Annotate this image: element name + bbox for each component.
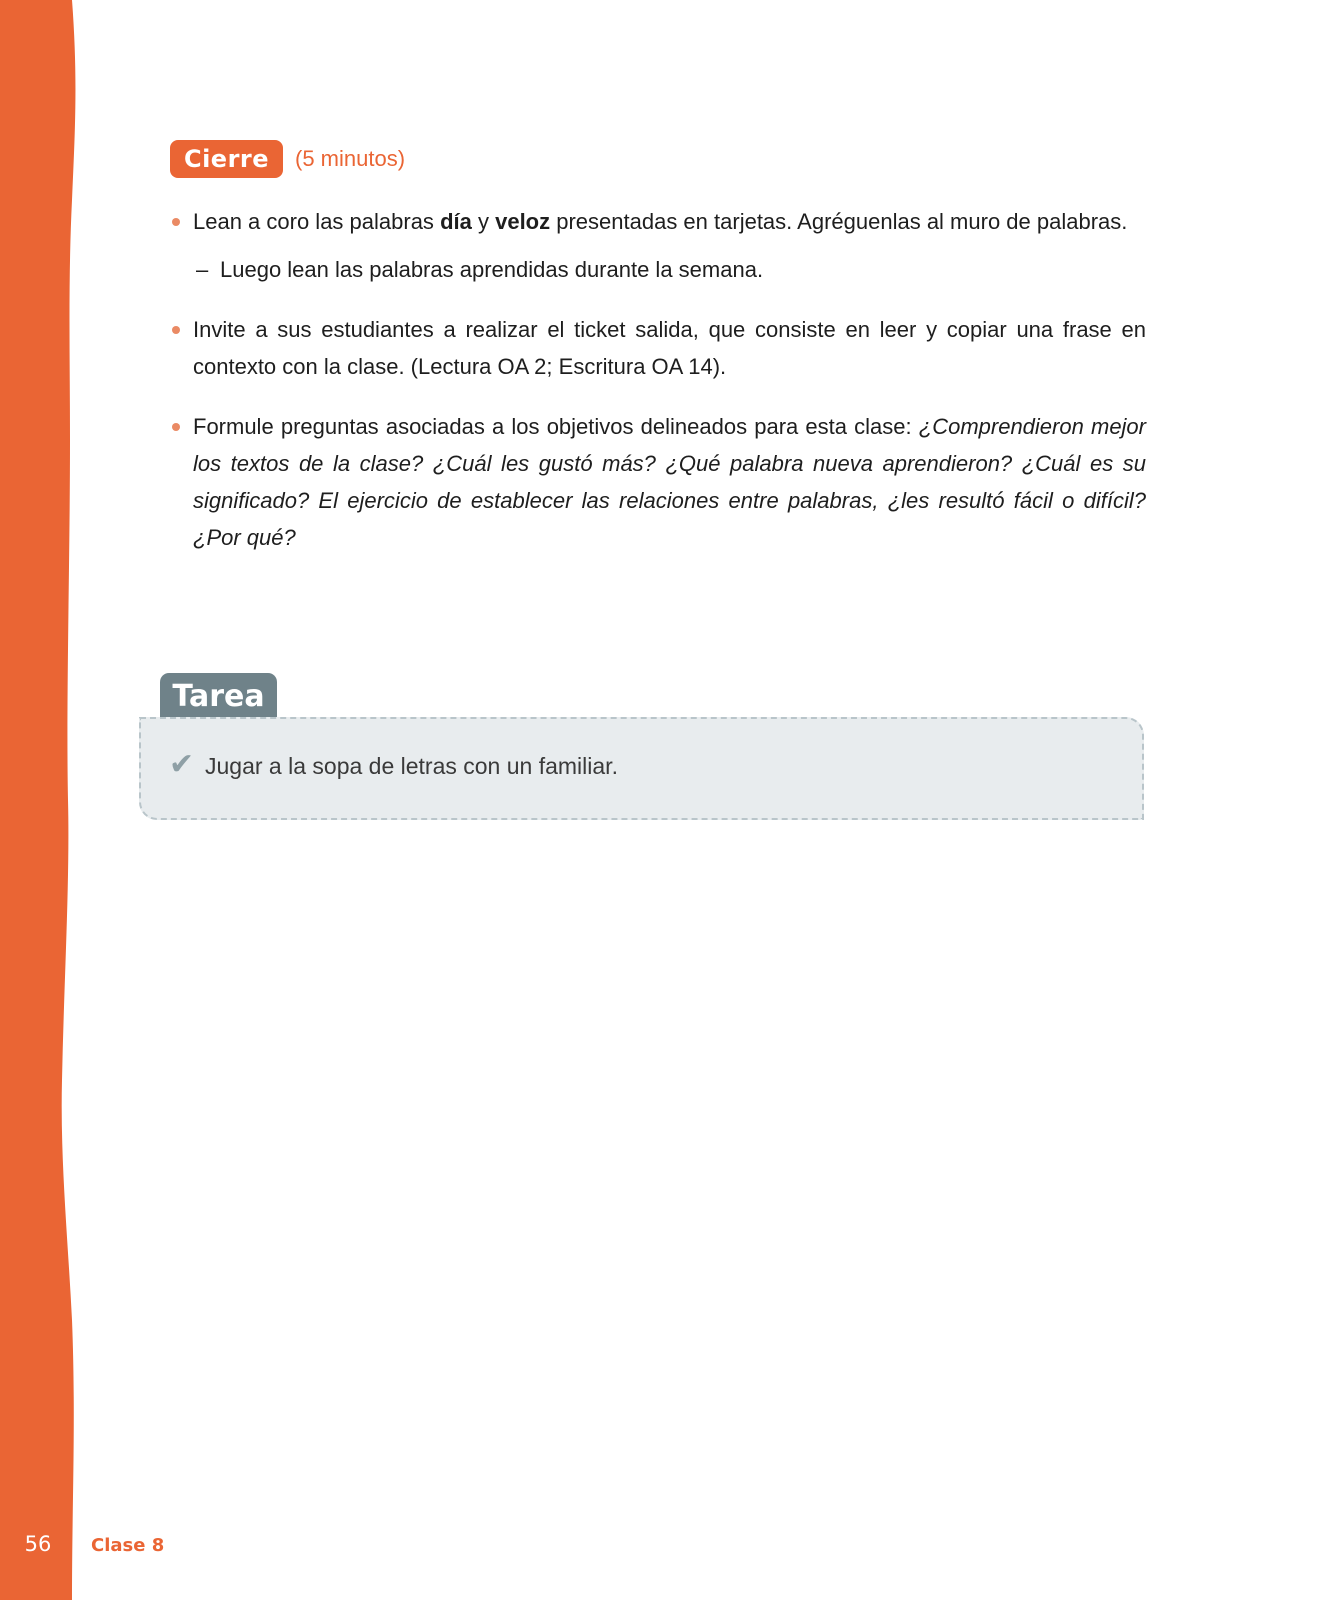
check-icon: ✔ xyxy=(169,748,195,781)
tarea-box xyxy=(139,717,1144,820)
tarea-tab: Tarea xyxy=(160,673,277,718)
bold-word: día xyxy=(440,209,472,234)
text-segment: Lean a coro las palabras xyxy=(193,209,441,234)
section-duration: (5 minutos) xyxy=(295,146,406,171)
bullet-item xyxy=(170,408,1146,556)
bold-word: veloz xyxy=(495,209,551,234)
bullet-dot-icon xyxy=(172,326,180,334)
bullet-item xyxy=(170,203,1146,288)
bullet-text: Invite a sus estudiantes a realizar el ticket salida, que consiste en leer y copiar una frase en contexto con la clase. (Lectura OA 2; Escritura OA 14). xyxy=(193,317,1146,379)
bullet-dot-icon xyxy=(172,423,180,431)
page-number: 56 xyxy=(24,1532,52,1556)
bullet-dot-icon xyxy=(172,218,180,226)
sub-item-text: Luego lean las palabras aprendidas durante la semana. xyxy=(220,257,764,282)
side-color-band xyxy=(0,0,90,1600)
text-segment: y xyxy=(471,209,496,234)
italic-questions: ¿Comprendieron mejor los textos de la clase? ¿Cuál les gustó más? ¿Qué palabra nueva aprendieron? ¿Cuál es su significado? El ejercicio de establecer las relaciones entre palabras, ¿les resultó fácil o difícil? ¿Por qué? xyxy=(193,414,1146,550)
dash-marker: – xyxy=(196,257,209,282)
section-header xyxy=(170,140,405,178)
section-badge: Cierre xyxy=(170,140,283,178)
footer-class-label: Clase 8 xyxy=(91,1535,165,1556)
bullet-item xyxy=(170,311,1146,385)
text-segment: presentadas en tarjetas. Agréguenlas al muro de palabras. xyxy=(550,209,1128,234)
sub-item xyxy=(170,251,1146,288)
tarea-item: Jugar a la sopa de letras con un familiar. xyxy=(205,753,618,779)
bullet-text: Formule preguntas asociadas a los objetivos delineados para esta clase: xyxy=(193,414,919,439)
